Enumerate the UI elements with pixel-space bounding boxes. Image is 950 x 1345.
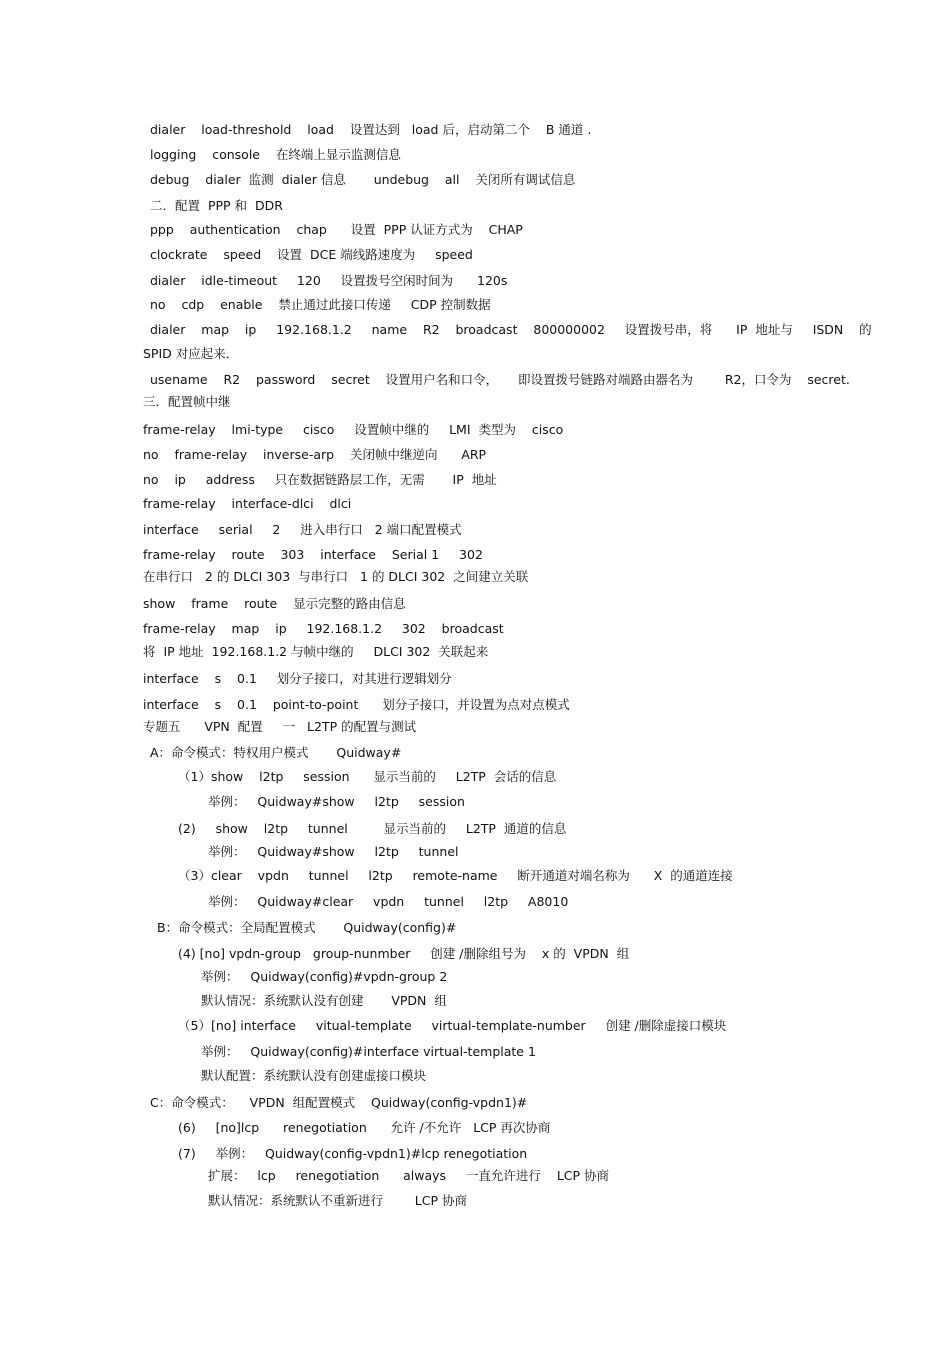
section-heading-frame-relay: 三．配置帧中继 — [143, 394, 231, 409]
text-line-ip-dlci-binding: 将 IP 地址 192.168.1.2 与帧中继的 DLCI 302 关联起来 — [143, 644, 489, 659]
text-line-example-4: 举例： Quidway(config)#vpdn-group 2 — [201, 969, 448, 984]
text-line-username: usename R2 password secret 设置用户名和口令， 即设置拨号链路对端路由器名为 R2，口令为 secret. — [150, 372, 850, 387]
text-line-item-2: (2) show l2tp tunnel 显示当前的 L2TP 通道的信息 — [178, 821, 567, 836]
text-line-frame-relay-route: frame-relay route 303 interface Serial 1 302 — [143, 547, 483, 562]
text-line-mode-b: B：命令模式：全局配置模式 Quidway(config)# — [157, 920, 457, 935]
text-line-default-4: 默认情况：系统默认没有创建 VPDN 组 — [201, 993, 447, 1008]
section-heading-vpn-l2tp: 专题五 VPN 配置 一 L2TP 的配置与测试 — [143, 719, 417, 734]
text-line-example-2: 举例： Quidway#show l2tp tunnel — [208, 844, 459, 859]
text-line-example-5: 举例： Quidway(config)#interface virtual-template 1 — [201, 1044, 536, 1059]
text-line-dialer-load-threshold: dialer load-threshold load 设置达到 load 后，启动第二个 B 通道 . — [150, 122, 592, 137]
text-line-spid: SPID 对应起来． — [143, 346, 239, 361]
text-line-interface-serial-2: interface serial 2 进入串行口 2 端口配置模式 — [143, 522, 462, 537]
text-line-show-frame-route: show frame route 显示完整的路由信息 — [143, 596, 406, 611]
text-line-subinterface: interface s 0.1 划分子接口，对其进行逻辑划分 — [143, 671, 452, 686]
text-line-extension-7: 扩展： lcp renegotiation always 一直允许进行 LCP 协商 — [208, 1168, 610, 1183]
text-line-point-to-point: interface s 0.1 point-to-point 划分子接口，并设置为点对点模式 — [143, 697, 570, 712]
text-line-item-1: （1）show l2tp session 显示当前的 L2TP 会话的信息 — [178, 769, 557, 784]
text-line-clockrate: clockrate speed 设置 DCE 端线路速度为 speed — [150, 247, 473, 262]
text-line-mode-c: C：命令模式： VPDN 组配置模式 Quidway(config-vpdn1)# — [150, 1095, 528, 1110]
text-line-item-3: （3）clear vpdn tunnel l2tp remote-name 断开通道对端名称为 X 的通道连接 — [178, 868, 733, 883]
text-line-item-6: (6) [no]lcp renegotiation 允许 /不允许 LCP 再次协商 — [178, 1120, 551, 1135]
text-line-item-5: （5）[no] interface vitual-template virtual-template-number 创建 /删除虚接口模块 — [178, 1018, 727, 1033]
text-line-interface-dlci: frame-relay interface-dlci dlci — [143, 496, 352, 511]
text-line-item-4: (4) [no] vpdn-group group-nunmber 创建 /删除组号为 x 的 VPDN 组 — [178, 946, 630, 961]
text-line-logging-console: logging console 在终端上显示监测信息 — [150, 147, 401, 162]
section-heading-ppp-ddr: 二．配置 PPP 和 DDR — [150, 198, 283, 213]
text-line-item-7: (7) 举例： Quidway(config-vpdn1)#lcp renegotiation — [178, 1146, 528, 1161]
text-line-example-3: 举例： Quidway#clear vpdn tunnel l2tp A8010 — [208, 894, 569, 909]
text-line-inverse-arp: no frame-relay inverse-arp 关闭帧中继逆向 ARP — [143, 447, 487, 462]
text-line-example-1: 举例： Quidway#show l2tp session — [208, 794, 465, 809]
text-line-frame-relay-map: frame-relay map ip 192.168.1.2 302 broadcast — [143, 621, 504, 636]
text-line-dialer-map-ip: dialer map ip 192.168.1.2 name R2 broadcast 800000002 设置拨号串，将 IP 地址与 ISDN 的 — [150, 322, 872, 337]
text-line-dialer-idle-timeout: dialer idle-timeout 120 设置拨号空闲时间为 120s — [150, 273, 508, 288]
text-line-mode-a: A：命令模式：特权用户模式 Quidway# — [150, 745, 402, 760]
text-line-default-5: 默认配置：系统默认没有创建虚接口模块 — [201, 1068, 427, 1083]
text-line-debug-dialer: debug dialer 监测 dialer 信息 undebug all 关闭所有调试信息 — [150, 172, 576, 187]
text-line-dlci-association: 在串行口 2 的 DLCI 303 与串行口 1 的 DLCI 302 之间建立关联 — [143, 569, 529, 584]
text-line-no-ip-address: no ip address 只在数据链路层工作，无需 IP 地址 — [143, 472, 497, 487]
text-line-default-7: 默认情况：系统默认不重新进行 LCP 协商 — [208, 1193, 467, 1208]
text-line-no-cdp-enable: no cdp enable 禁止通过此接口传递 CDP 控制数据 — [150, 297, 491, 312]
text-line-lmi-type: frame-relay lmi-type cisco 设置帧中继的 LMI 类型为 cisco — [143, 422, 564, 437]
text-line-ppp-authentication: ppp authentication chap 设置 PPP 认证方式为 CHAP — [150, 222, 523, 237]
